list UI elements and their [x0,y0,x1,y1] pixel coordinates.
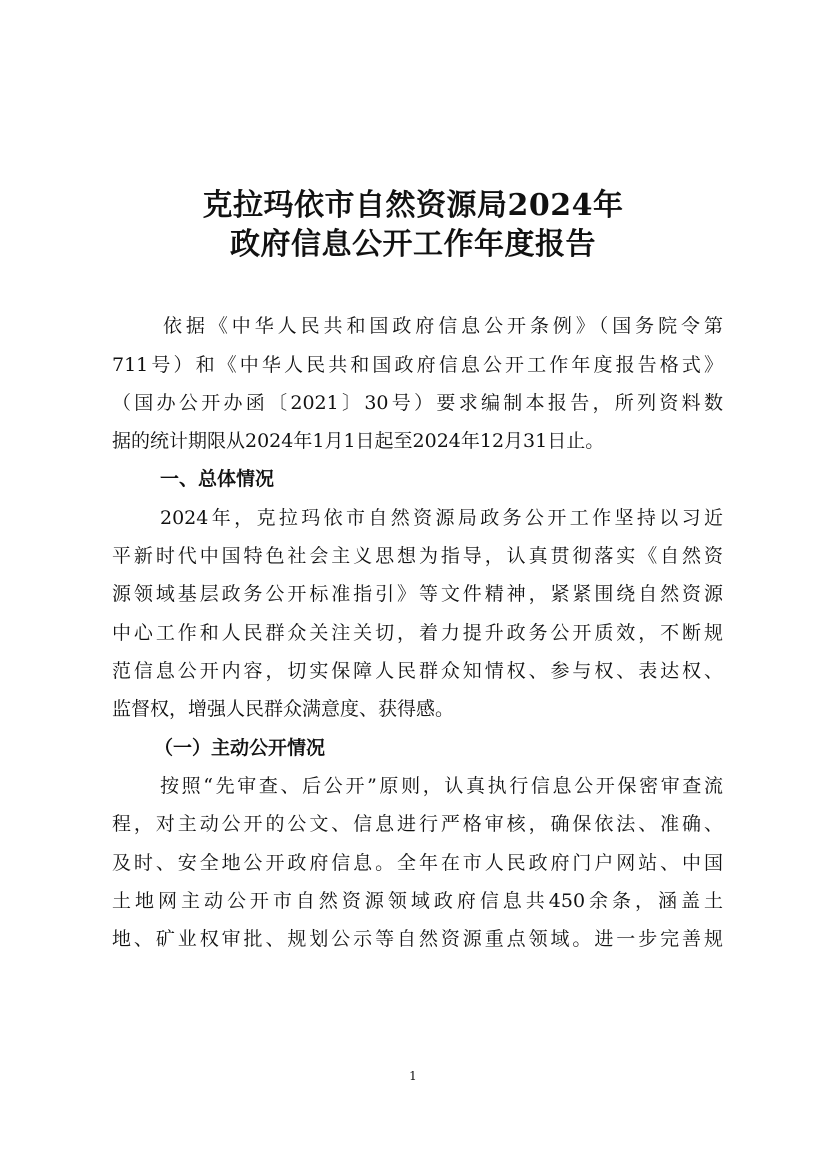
paragraph-line: 监督权，增强人民群众满意度、获得感。 [112,698,455,720]
paragraph-line: 源领域基层政务公开标准指引》等文件精神，紧紧围绕自然资源 [112,583,723,605]
paragraph-line: 中心工作和人民群众关注关切，着力提升政务公开质效，不断规 [112,622,723,644]
document-title-line-1: 克拉玛依市自然资源局2024年 [202,188,624,223]
intro-line: 依据《中华人民共和国政府信息公开条例》（国务院令第 [163,315,723,337]
section-heading-overview: 一、总体情况 [160,468,275,490]
intro-line: 据的统计期限从2024年1月1日起至2024年12月31日止。 [112,430,605,452]
intro-line: 711号）和《中华人民共和国政府信息公开工作年度报告格式》 [112,354,723,376]
paragraph-line: 2024年，克拉玛依市自然资源局政务公开工作坚持以习近 [160,507,723,529]
paragraph-line: 土地网主动公开市自然资源领域政府信息共450余条，涵盖土 [112,890,723,912]
subsection-heading-proactive-disclosure: （一）主动公开情况 [154,737,326,759]
paragraph-line: 地、矿业权审批、规划公示等自然资源重点领域。进一步完善规 [112,928,723,950]
intro-line: （国办公开办函〔2021〕30号）要求编制本报告，所列资料数 [112,392,723,414]
page-number: 1 [409,1069,417,1083]
paragraph-line: 及时、安全地公开政府信息。全年在市人民政府门户网站、中国 [112,852,723,874]
paragraph-line: 范信息公开内容，切实保障人民群众知情权、参与权、表达权、 [112,660,723,682]
paragraph-line: 按照“先审查、后公开”原则，认真执行信息公开保密审查流 [160,775,723,797]
paragraph-line: 平新时代中国特色社会主义思想为指导，认真贯彻落实《自然资 [112,545,723,567]
document-title-line-2: 政府信息公开工作年度报告 [230,227,596,262]
paragraph-line: 程，对主动公开的公文、信息进行严格审核，确保依法、准确、 [112,813,723,835]
